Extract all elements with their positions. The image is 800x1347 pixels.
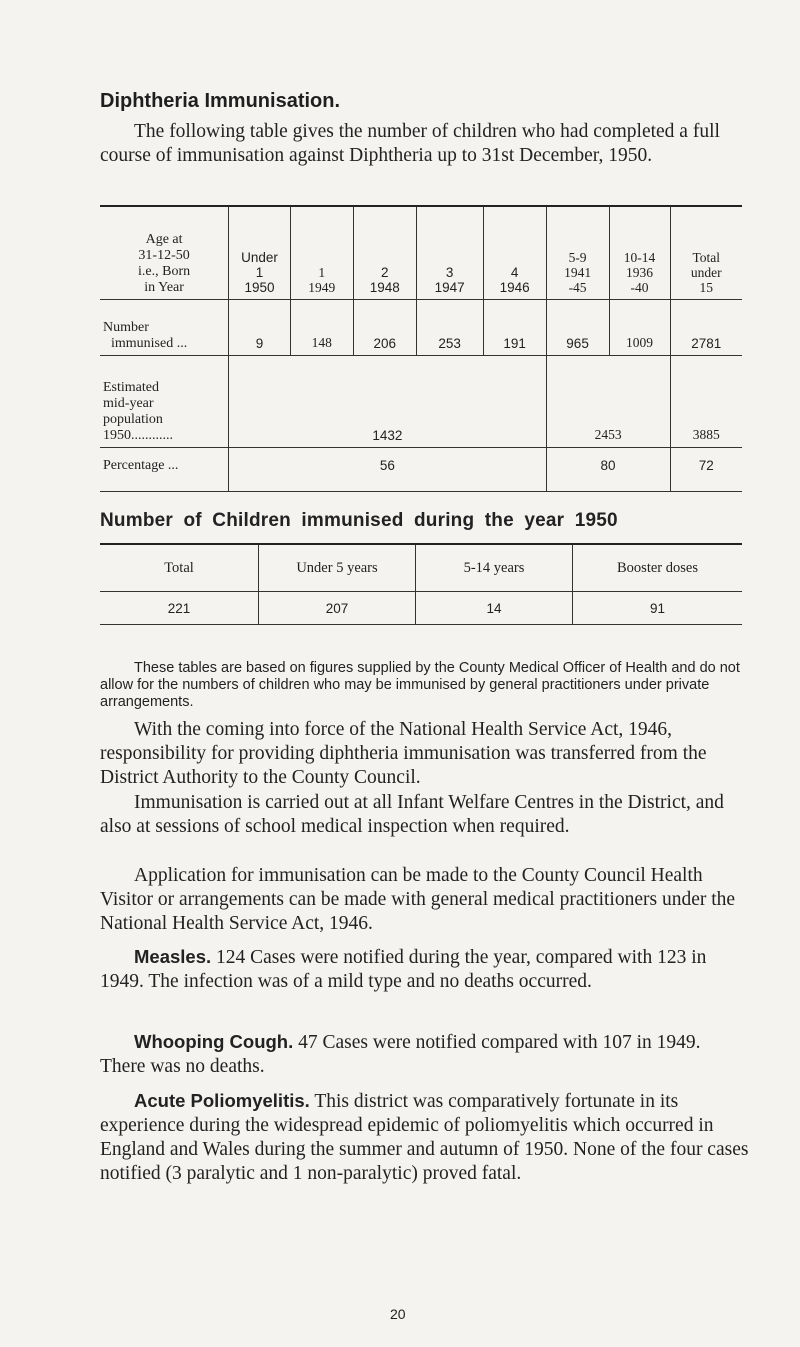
section-heading-diphtheria: Diphtheria Immunisation.: [100, 90, 341, 112]
row-percentage: [100, 447, 742, 491]
table-note: [100, 660, 750, 711]
cell-immunised-1947: 253: [416, 299, 483, 355]
measles-title: Measles.: [134, 946, 212, 967]
t2-5-14: 14: [416, 592, 573, 625]
t2-header-booster: Booster doses: [573, 544, 743, 592]
row-number-immunised: [100, 299, 742, 355]
cell-immunised-1949: 148: [290, 299, 353, 355]
col-1949: 1 1949: [290, 206, 353, 299]
table-header-row: [100, 206, 742, 299]
cell-population-total: 3885: [670, 355, 742, 447]
t2-total: 221: [100, 592, 259, 625]
col-1948: 2 1948: [353, 206, 416, 299]
measles-text: 124 Cases were notified during the year, compared with 123 in 1949. The infection was of a mild type and no deaths occurred.: [100, 947, 707, 992]
col-1947: 3 1947: [416, 206, 483, 299]
immunisation-table: [100, 205, 742, 492]
cell-population-under-5: 1432: [229, 355, 546, 447]
paragraph-whooping-cough: [100, 1030, 750, 1079]
cell-immunised-1946: 191: [483, 299, 546, 355]
cell-percentage-total: 72: [670, 447, 742, 491]
whooping-cough-text: 47 Cases were notified compared with 107 in 1949. There was no deaths.: [100, 1032, 701, 1077]
immunised-during-year-table: [100, 543, 742, 625]
row-estimated-population: [100, 355, 742, 447]
intro-paragraph: [100, 120, 750, 168]
row-label-percentage: Percentage ...: [100, 447, 229, 491]
poliomyelitis-text: This district was comparatively fortunate in its experience during the widespread epidemic of poliomyelitis which occurred in England and Wales during the summer and autumn of 1950. None of the four cases notified (3 paralytic and 1 non-paralytic) proved fatal.: [100, 1091, 749, 1184]
age-header: Age at 31-12-50 i.e., Born in Year: [100, 206, 229, 299]
cell-population-5-14: 2453: [546, 355, 670, 447]
t2-under-5: 207: [259, 592, 416, 625]
table2-header-row: [100, 544, 742, 592]
cell-percentage-5-14: 80: [546, 447, 670, 491]
t2-header-total: Total: [100, 544, 259, 592]
cell-immunised-1948: 206: [353, 299, 416, 355]
col-1946: 4 1946: [483, 206, 546, 299]
paragraph-infant-welfare: Immunisation is carried out at all Infant Welfare Centres in the District, and also at sessions of school medical inspection when required.: [100, 792, 724, 837]
cell-immunised-5-9: 965: [546, 299, 609, 355]
intro-text: The following table gives the number of children who had completed a full course of immunisation against Diphtheria up to 31st December, 1950.: [100, 121, 720, 166]
t2-booster: 91: [573, 592, 743, 625]
col-under-1: Under 1 1950: [229, 206, 291, 299]
paragraph-application: Application for immunisation can be made to the County Council Health Visitor or arrangements can be made with general medical practitioners under the National Health Service Act, 1946.: [100, 865, 736, 934]
t2-header-under-5: Under 5 years: [259, 544, 416, 592]
cell-immunised-10-14: 1009: [609, 299, 670, 355]
cell-immunised-under-1: 9: [229, 299, 291, 355]
t2-header-5-14: 5-14 years: [416, 544, 573, 592]
row-label-population: Estimated mid-year population 1950............: [100, 355, 229, 447]
cell-immunised-total: 2781: [670, 299, 742, 355]
col-10-14: 10-14 1936 -40: [609, 206, 670, 299]
row-label-immunised: Number immunised ...: [100, 299, 229, 355]
paragraph-nhs-act: With the coming into force of the National Health Service Act, 1946, responsibility for providing diphtheria immunisation was transferred from the District Authority to the County Council.: [100, 719, 707, 788]
col-total-under-15: Total under 15: [670, 206, 742, 299]
paragraph-measles: [100, 945, 750, 994]
cell-percentage-under-5: 56: [229, 447, 546, 491]
paragraph-poliomyelitis: [100, 1089, 750, 1186]
subheading-children-immunised: Number of Children immunised during the year 1950: [100, 510, 618, 531]
note-text: These tables are based on figures supplied by the County Medical Officer of Health and do not allow for the numbers of children who may be immunised by general practitioners under private arrangements.: [100, 660, 740, 710]
page-number: 20: [390, 1306, 406, 1322]
table2-data-row: [100, 592, 742, 625]
col-5-9: 5-9 1941 -45: [546, 206, 609, 299]
poliomyelitis-title: Acute Poliomyelitis.: [134, 1090, 310, 1111]
whooping-cough-title: Whooping Cough.: [134, 1031, 294, 1052]
